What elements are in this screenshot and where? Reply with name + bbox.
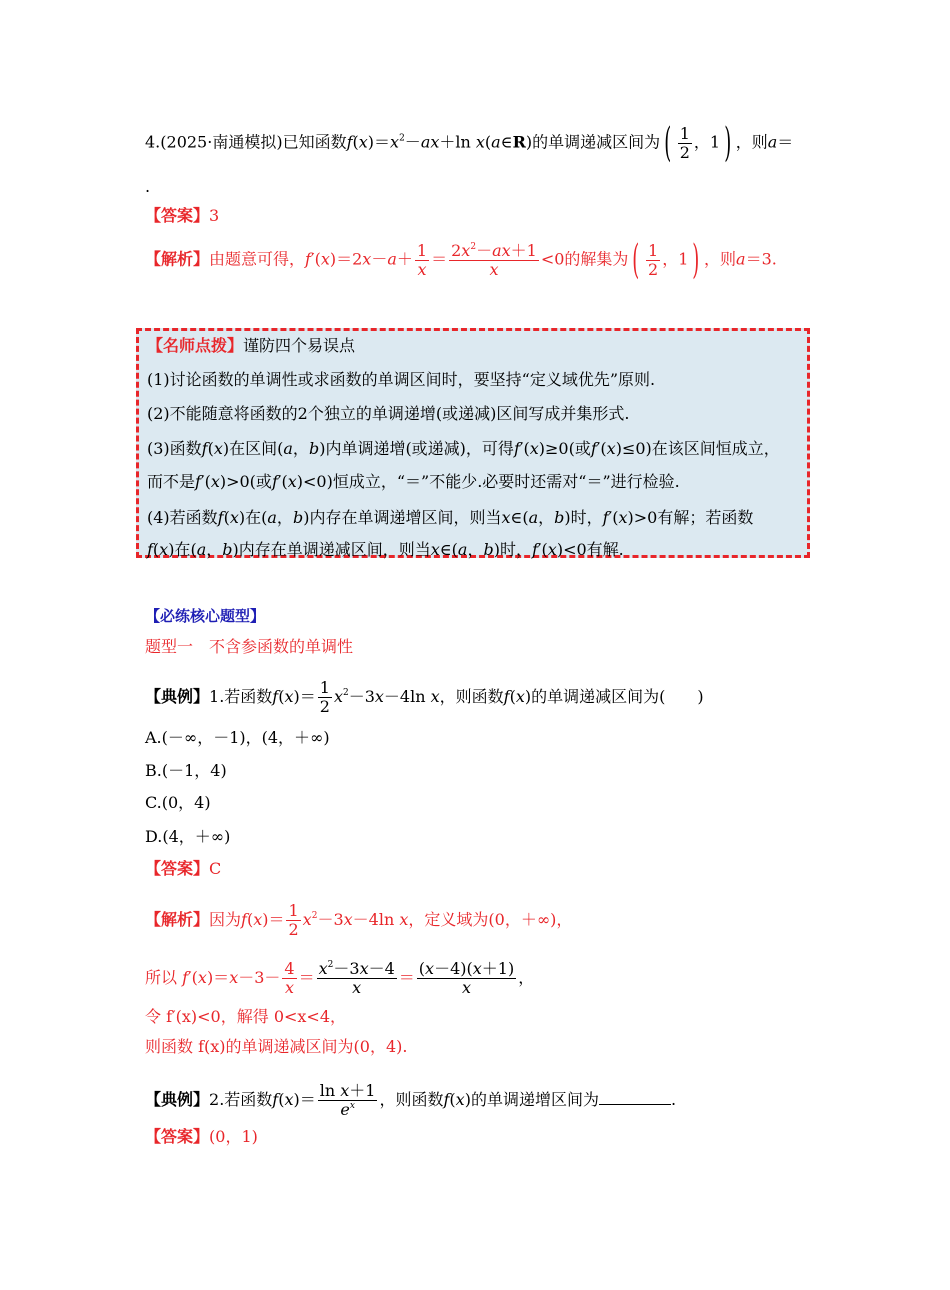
tips-p1: (1)讨论函数的单调性或求函数的单调区间时，要坚持“定义域优先”原则. <box>147 370 656 389</box>
ex1-analysis-4: 则函数 f(x)的单调递减区间为(0，4). <box>145 1037 408 1056</box>
ex1-analysis-2: 所以 f′(x)＝x－3－ $\frac{4}{x}$ ＝ $\frac{x^2-3x-4}{x}$ ＝ $\frac{(x-4)(x+1)}{x}$ ， <box>145 959 535 997</box>
tips-title: 【名师点拨】谨防四个易误点 <box>147 336 356 355</box>
ex2-stem: 【典例】2.若函数f(x)＝ $\frac{\text{ln x＋1}}{e^x}$ ，则函数f(x)的单调递增区间为 . <box>145 1081 677 1119</box>
ex1-analysis-3: 令 f′(x)<0，解得 0<x<4， <box>145 1007 347 1026</box>
tips-p4a: (4)若函数f(x)在(a，b)内存在单调递增区间，则当x∈(a，b)时，f′(x)>0有解；若函数 <box>147 508 754 527</box>
tips-p3a: (3)函数f(x)在区间(a，b)内单调递增(或递减)，可得f′(x)≥0(或f′(x)≤0)在该区间恒成立， <box>147 439 780 458</box>
ex1-option-a: A.(－∞，－1)，(4，＋∞) <box>145 728 330 747</box>
ex1-option-c: C.(0，4) <box>145 793 211 812</box>
q4-stem: 4.(2025·南通模拟)已知函数$f(x)=x^2-ax+\ln$ x(a∈R)的单调递减区间为 ( $\frac{1}{2}$ ，1 ) ，则a＝ <box>145 120 794 166</box>
ex1-option-b: B.(－1，4) <box>145 761 227 780</box>
answer-blank[interactable] <box>599 1088 671 1105</box>
ex2-answer: 【答案】(0，1) <box>145 1127 258 1146</box>
tips-p2: (2)不能随意将函数的2个独立的单调递增(或递减)区间写成并集形式. <box>147 404 630 423</box>
q4-answer: 【答案】3 <box>145 206 220 225</box>
tips-p4b: f(x)在(a，b)内存在单调递减区间，则当x∈(a，b)时，f′(x)<0有解. <box>147 540 624 559</box>
ex1-answer: 【答案】C <box>145 859 222 878</box>
tips-p3b: 而不是f′(x)>0(或f′(x)<0)恒成立，“＝”不能少.必要时还需对“＝”进行检验. <box>147 472 680 491</box>
ex1-stem: 【典例】1.若函数f(x)＝ $\frac{1}{2}$ $x^2-3x-4\ln$ x，则函数f(x)的单调递减区间为( ) <box>145 678 704 716</box>
ex1-analysis-1: 【解析】因为f(x)＝ $\frac{1}{2}$ $x^2-3x-4\ln$ x，定义域为(0，＋∞)， <box>145 901 573 939</box>
ex1-option-d: D.(4，＋∞) <box>145 827 231 846</box>
q4-analysis: 【解析】由题意可得，f′(x)＝2x－a＋ $\frac{1}{x}$ ＝ $\frac{2x^2-ax+1}{x}$ <0的解集为 ( $\frac{1}{2}$ ，1 ) ，则a＝3. <box>145 237 777 283</box>
section-header: 【必练核心题型】 <box>145 607 266 625</box>
type1-title: 题型一 不含参函数的单调性 <box>145 637 354 656</box>
q4-period: . <box>145 177 151 196</box>
tips-box <box>136 328 810 558</box>
